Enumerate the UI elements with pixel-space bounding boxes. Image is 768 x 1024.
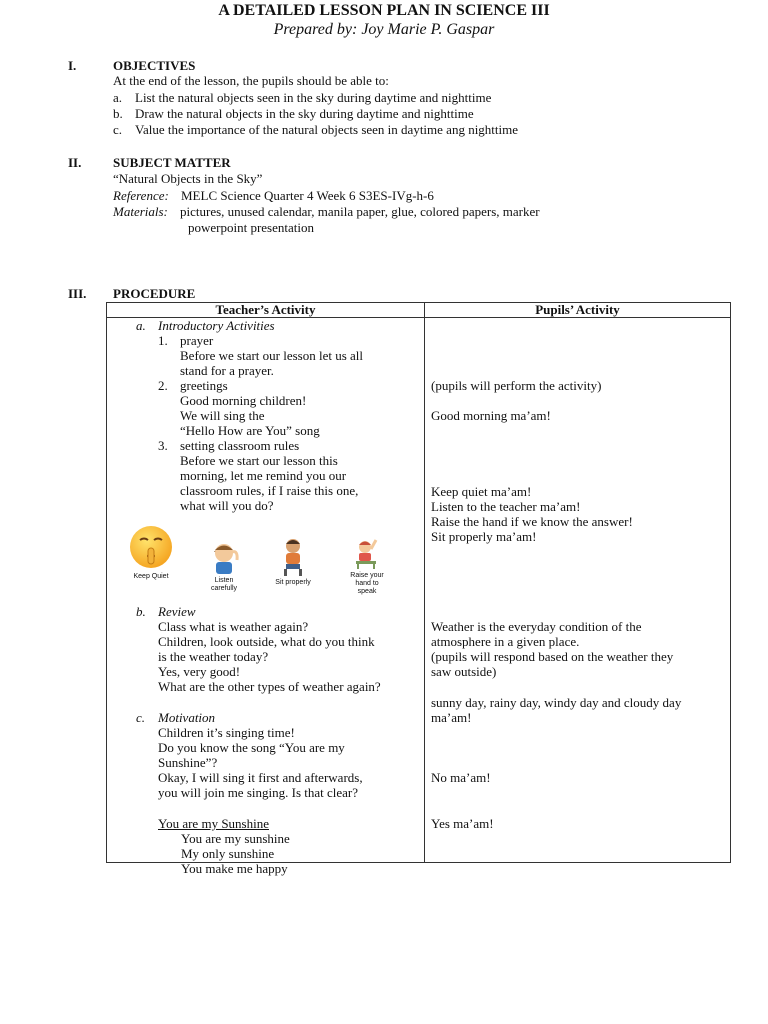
reference-label: Reference: [113, 188, 169, 203]
reference-value: MELC Science Quarter 4 Week 6 S3ES-IVg-h-6 [181, 188, 434, 203]
section-heading-objectives: OBJECTIVES [113, 58, 196, 73]
subsection-title-review: Review [158, 604, 196, 619]
step-title: setting classroom rules [180, 438, 300, 453]
pupil-response: saw outside) [431, 664, 497, 679]
pupil-response: Weather is the everyday condition of the [431, 619, 642, 634]
table-header-row [107, 303, 731, 318]
subsection-letter: a. [136, 318, 146, 333]
figure-caption: Keep Quiet [133, 573, 169, 580]
section-numeral-procedure: III. [68, 286, 87, 301]
pupil-response: Good morning ma’am! [431, 408, 551, 423]
pupil-response: Yes ma’am! [431, 816, 494, 831]
procedure-table [106, 302, 731, 876]
objective-letter: a. [113, 90, 123, 105]
teacher-line: Sunshine”? [158, 755, 218, 770]
rule-figure-listen [201, 538, 247, 593]
teacher-line: Class what is weather again? [158, 619, 309, 634]
pupil-response: Sit properly ma’am! [431, 529, 537, 544]
column-header-teacher: Teacher’s Activity [107, 303, 425, 318]
teacher-activity-cell [107, 318, 425, 876]
materials-value: pictures, unused calendar, manila paper, glue, colored papers, marker [180, 204, 540, 219]
teacher-line: Children, look outside, what do you think [158, 634, 375, 649]
teacher-line: What are the other types of weather again? [158, 679, 381, 694]
song-lyric: You are my sunshine [181, 831, 290, 846]
objective-item: Value the importance of the natural objects seen in daytime ang nighttime [135, 122, 519, 137]
teacher-line: Before we start our lesson this [180, 453, 338, 468]
materials-value-continued: powerpoint presentation [188, 220, 314, 235]
teacher-line: “Hello How are You” song [180, 423, 320, 438]
teacher-line: We will sing the [180, 408, 265, 423]
pupil-response: (pupils will perform the activity) [431, 378, 602, 393]
step-title: prayer [180, 333, 214, 348]
objective-item: Draw the natural objects in the sky during daytime and nighttime [135, 106, 474, 121]
figure-caption: Sit properly [275, 579, 311, 586]
column-header-pupils: Pupils’ Activity [425, 303, 731, 318]
teacher-line: stand for a prayer. [180, 363, 274, 378]
shush-emoji-icon [127, 524, 175, 570]
teacher-line: what will you do? [180, 498, 274, 513]
song-lyric: You make me happy [181, 861, 288, 876]
pupil-response: Keep quiet ma’am! [431, 484, 532, 499]
pupil-response: atmosphere in a given place. [431, 634, 580, 649]
teacher-line: Yes, very good! [158, 664, 241, 679]
pupil-response: ma’am! [431, 710, 472, 725]
subsection-title-introductory: Introductory Activities [158, 318, 275, 333]
step-number: 2. [158, 378, 168, 393]
subject-topic: “Natural Objects in the Sky” [113, 171, 263, 186]
figure-caption: Listen carefully [210, 577, 238, 592]
song-title: You are my Sunshine [158, 816, 269, 831]
step-number: 3. [158, 438, 168, 453]
pupil-response: No ma’am! [431, 770, 491, 785]
rule-figure-keep-quiet [121, 524, 181, 581]
pupil-response: (pupils will respond based on the weather they [431, 649, 674, 664]
song-lyric: My only sunshine [181, 846, 275, 861]
objective-item: List the natural objects seen in the sky during daytime and nighttime [135, 90, 492, 105]
materials-label: Materials: [113, 204, 168, 219]
step-number: 1. [158, 333, 168, 348]
subsection-title-motivation: Motivation [158, 710, 216, 725]
pupil-response: sunny day, rainy day, windy day and cloudy day [431, 695, 682, 710]
raising-hand-child-icon [353, 539, 381, 569]
objectives-intro: At the end of the lesson, the pupils should be able to: [113, 73, 389, 88]
pupils-activity-cell [425, 318, 731, 863]
rule-figure-sit [267, 538, 319, 587]
section-numeral-subject-matter: II. [68, 155, 82, 170]
document-title: A DETAILED LESSON PLAN IN SCIENCE III [218, 2, 550, 19]
teacher-line: Children it’s singing time! [158, 725, 295, 740]
teacher-line: Good morning children! [180, 393, 307, 408]
objective-letter: c. [113, 122, 123, 137]
table-row [107, 318, 731, 863]
rule-figure-raise-hand [347, 539, 387, 596]
figure-caption: Raise your hand to speak [350, 572, 384, 595]
subsection-letter: b. [136, 604, 146, 619]
pupil-response: Listen to the teacher ma’am! [431, 499, 581, 514]
sitting-child-icon [278, 538, 308, 576]
teacher-line: classroom rules, if I raise this one, [180, 483, 359, 498]
objective-letter: b. [113, 106, 123, 121]
teacher-line: is the weather today? [158, 649, 269, 664]
teacher-line: Before we start our lesson let us all [180, 348, 364, 363]
teacher-line: Okay, I will sing it first and afterwards, [158, 770, 363, 785]
listening-child-icon [204, 538, 244, 574]
section-heading-subject-matter: SUBJECT MATTER [113, 155, 231, 170]
section-numeral-objectives: I. [68, 58, 77, 73]
subsection-letter: c. [136, 710, 146, 725]
section-heading-procedure: PROCEDURE [113, 286, 196, 301]
teacher-line: you will join me singing. Is that clear? [158, 785, 359, 800]
pupil-response: Raise the hand if we know the answer! [431, 514, 633, 529]
step-title: greetings [180, 378, 228, 393]
teacher-line: morning, let me remind you our [180, 468, 347, 483]
teacher-line: Do you know the song “You are my [158, 740, 345, 755]
document-author: Prepared by: Joy Marie P. Gaspar [273, 21, 495, 38]
